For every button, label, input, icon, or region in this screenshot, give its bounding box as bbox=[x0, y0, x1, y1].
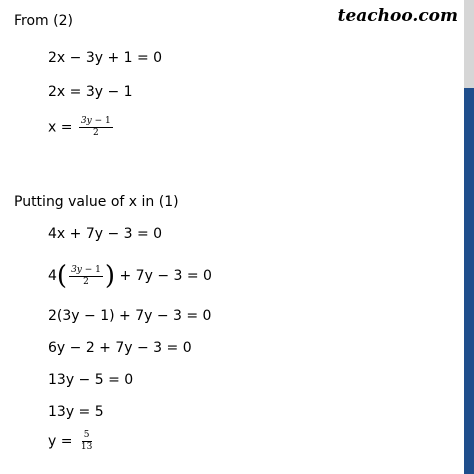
y-expression bbox=[48, 430, 96, 453]
equation-line: 13y = 5 bbox=[48, 404, 104, 420]
sub-fraction bbox=[69, 265, 103, 288]
brand-logo: teachoo.com bbox=[337, 6, 458, 26]
sub-num-rest: − 1 bbox=[81, 264, 101, 275]
scrollbar-thumb[interactable] bbox=[464, 88, 474, 474]
putting-heading: Putting value of x in (1) bbox=[14, 194, 179, 210]
x-prefix: x = bbox=[48, 119, 77, 136]
scrollbar-track[interactable] bbox=[464, 0, 474, 474]
right-paren: ) bbox=[104, 261, 116, 291]
x-fraction-numerator bbox=[79, 116, 113, 128]
x-fraction-denominator: 2 bbox=[92, 128, 99, 138]
equation-line: 4x + 7y − 3 = 0 bbox=[48, 226, 163, 242]
equation-line: 6y − 2 + 7y − 3 = 0 bbox=[48, 340, 192, 356]
x-expression bbox=[48, 116, 115, 139]
y-fraction bbox=[79, 430, 94, 453]
sub-fraction-numerator bbox=[69, 265, 103, 277]
sub-prefix: 4 bbox=[48, 268, 57, 284]
equation-line: 13y − 5 = 0 bbox=[48, 372, 134, 388]
sub-num-var: 3y bbox=[71, 264, 82, 275]
equation-line: 2(3y − 1) + 7y − 3 = 0 bbox=[48, 308, 212, 324]
left-paren: ( bbox=[56, 261, 68, 291]
sub-suffix: + 7y − 3 = 0 bbox=[115, 268, 212, 284]
x-num-var: 3y bbox=[80, 116, 92, 126]
sub-fraction-denominator: 2 bbox=[83, 276, 89, 287]
y-prefix: y = bbox=[48, 433, 77, 450]
x-num-rest: − 1 bbox=[91, 116, 111, 126]
from-2-heading: From (2) bbox=[14, 13, 73, 29]
y-fraction-denominator: 13 bbox=[80, 442, 93, 452]
y-fraction-numerator: 5 bbox=[83, 430, 90, 440]
equation-line: 2x − 3y + 1 = 0 bbox=[48, 50, 163, 66]
x-fraction bbox=[79, 116, 113, 139]
equation-line: 2x = 3y − 1 bbox=[48, 84, 133, 100]
substitution-expression bbox=[48, 262, 212, 290]
